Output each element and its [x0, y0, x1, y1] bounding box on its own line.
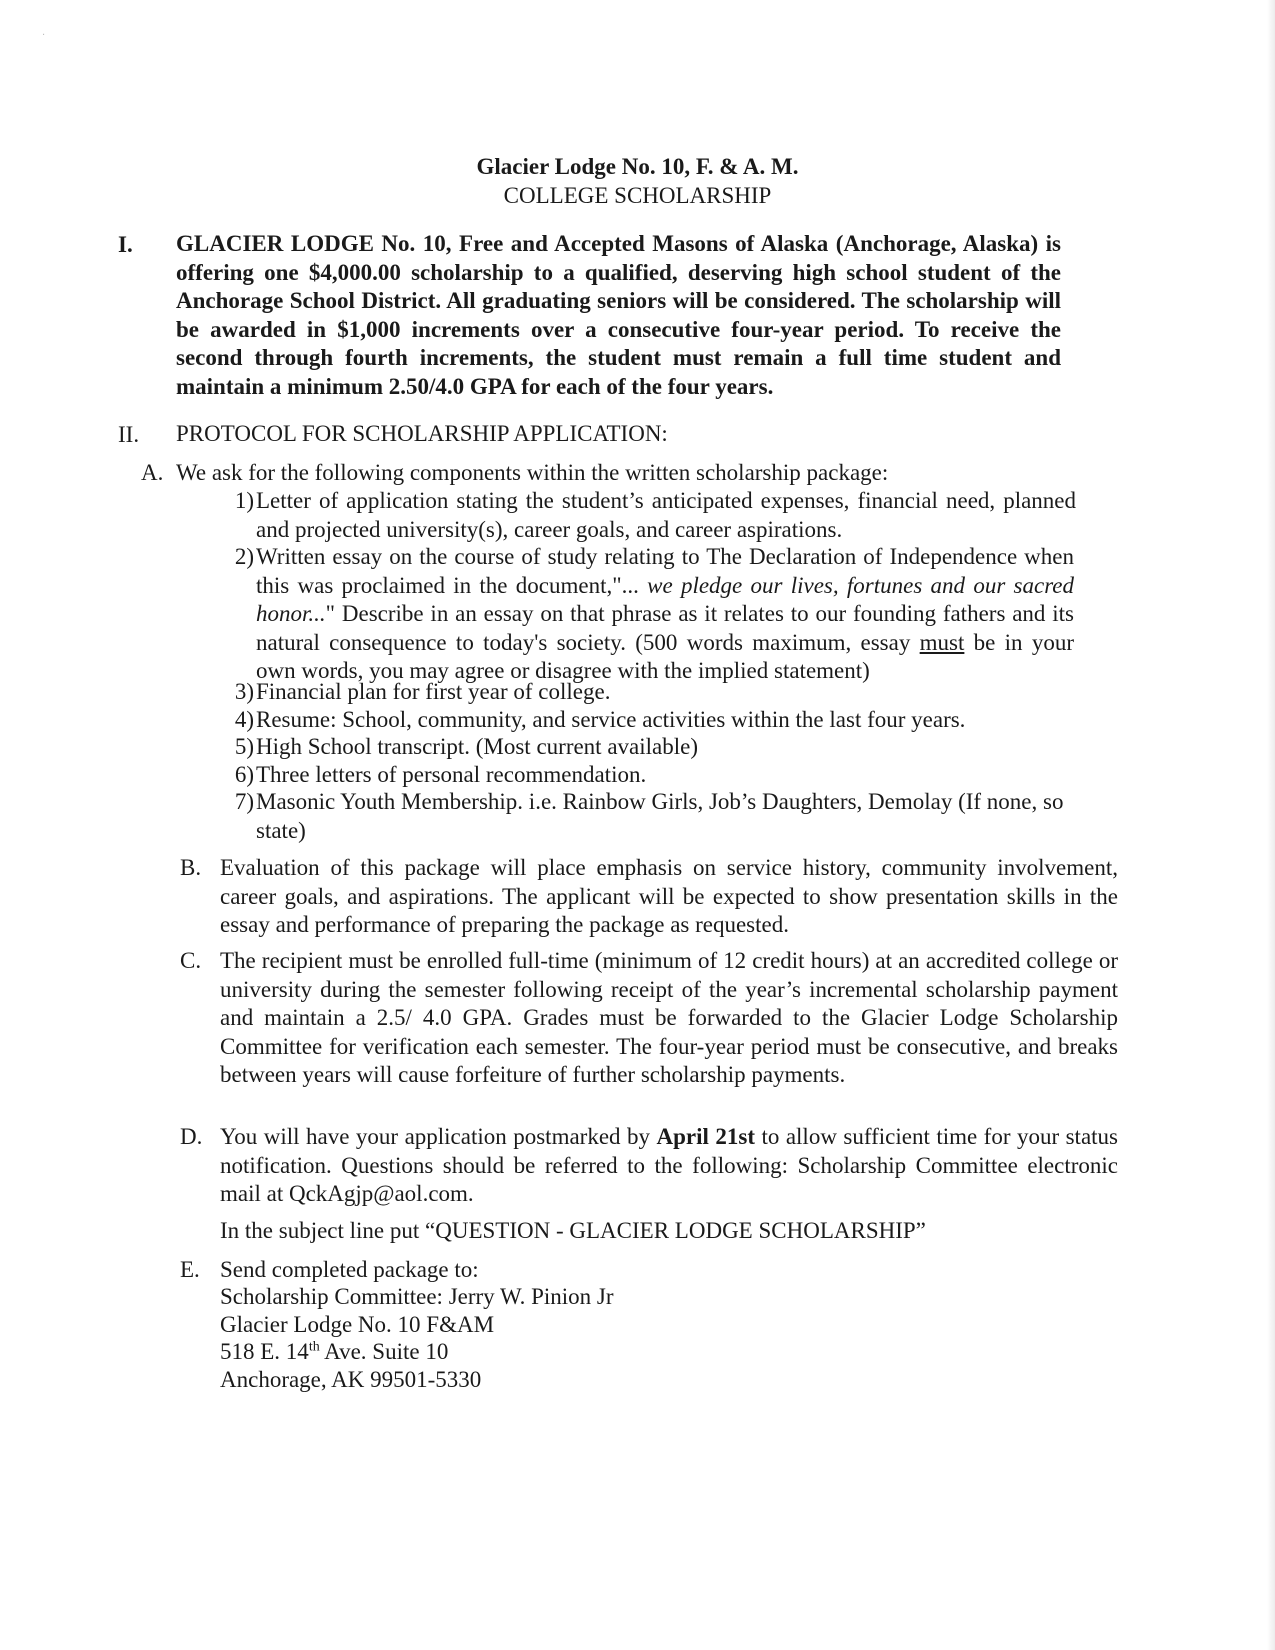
street-number: 518 E. 14	[220, 1339, 309, 1364]
list-item-text: Financial plan for first year of college.	[256, 679, 611, 704]
address-city: Anchorage, AK 99501-5330	[220, 1367, 482, 1392]
item-d-text-part: You will have your application postmarked by	[220, 1124, 657, 1149]
list-item-text: High School transcript. (Most current available)	[256, 734, 698, 759]
document-title: Glacier Lodge No. 10, F. & A. M.	[476, 154, 799, 179]
essay-quote: we pledge our lives, fortunes and our sacred honor...	[256, 572, 1074, 627]
subject-line-instruction: In the subject line put “QUESTION - GLACIER LODGE SCHOLARSHIP”	[220, 1218, 926, 1243]
item-c-text: The recipient must be enrolled full-time (minimum of 12 credit hours) at an accredited college or university during the semester following receipt of the year’s incremental scholarship payment and maintain a 2.5/ 4.0 GPA. Grades must be forwarded to the Glacier Lodge Scholarship Committee for verification each semester. The four-year period must be consecutive, and breaks between years will cause forfeiture of further scholarship payments.	[220, 948, 1118, 1088]
section-1-number: I.	[118, 232, 133, 257]
list-item-number: 1)	[234, 488, 254, 513]
item-b-letter: B.	[180, 855, 202, 880]
list-item-text: Masonic Youth Membership. i.e. Rainbow Girls, Job’s Daughters, Demolay (If none, so state)	[256, 789, 1064, 843]
address-line: Glacier Lodge No. 10 F&AM	[220, 1312, 495, 1337]
street-suffix: th	[308, 1339, 320, 1355]
section-1-text: GLACIER LODGE No. 10, Free and Accepted Masons of Alaska (Anchorage, Alaska) is offering one $4,000.00 scholarship to a qualified, deserving high school student of the Anchorage School District. All graduating seniors will be considered. The scholarship will be awarded in $1,000 increments over a consecutive four-year period. To receive the second through fourth increments, the student must remain a full time student and maintain a minimum 2.50/4.0 GPA for each of the four years.	[176, 231, 1061, 399]
item-e-letter: E.	[180, 1257, 200, 1282]
item-b-text: Evaluation of this package will place emphasis on service history, community involvement, career goals, and aspirations. The applicant will be expected to show presentation skills in the essay and performance of preparing the package as requested.	[220, 855, 1118, 938]
list-item-text: Resume: School, community, and service activities within the last four years.	[256, 707, 966, 732]
list-item-number: 6)	[234, 762, 254, 787]
list-item-number: 5)	[234, 734, 254, 759]
list-item-number: 2)	[234, 544, 254, 569]
scan-speck: ·	[42, 30, 46, 41]
document-subtitle: COLLEGE SCHOLARSHIP	[503, 183, 772, 208]
essay-text-part: " Describe in an essay on that phrase as it relates to our founding fathers and its natural consequence to today's society. (500 words maximum, essay	[256, 601, 1074, 655]
application-deadline: April 21st	[656, 1124, 755, 1149]
essay-emphasis: must	[919, 629, 965, 655]
item-d-text	[220, 1123, 1118, 1209]
document-header	[0, 152, 1275, 210]
essay-text-part: Written essay on the course of study relating to The Declaration of Independence when this was proclaimed in the document,"...	[256, 544, 1074, 598]
list-item-text: Three letters of personal recommendation.	[256, 762, 647, 787]
section-2-heading: PROTOCOL FOR SCHOLARSHIP APPLICATION:	[176, 421, 668, 446]
address-line: Scholarship Committee: Jerry W. Pinion Jr	[220, 1284, 614, 1309]
list-item-number: 7)	[234, 789, 254, 814]
page-edge	[1267, 0, 1275, 1650]
essay-text-part: be in your own words, you may agree or disagree with the implied statement)	[256, 629, 1074, 684]
item-d-letter: D.	[180, 1124, 203, 1149]
item-a-intro: We ask for the following components within the written scholarship package:	[176, 460, 889, 485]
address-line: Send completed package to:	[220, 1257, 479, 1282]
street-rest: Ave. Suite 10	[319, 1339, 449, 1364]
list-item-number: 3)	[234, 679, 254, 704]
list-item-text-essay	[256, 543, 1074, 686]
list-item-number: 4)	[234, 707, 254, 732]
address-street	[220, 1338, 448, 1367]
item-c-letter: C.	[180, 948, 202, 973]
item-a-letter: A.	[141, 460, 164, 485]
section-2-number: II.	[118, 422, 140, 447]
item-d-text-part: to allow sufficient time for your status notification. Questions should be referred to the following: Scholarship Committee electronic mail at QckAgjp@aol.com.	[220, 1124, 1118, 1207]
list-item-text: Letter of application stating the student’s anticipated expenses, financial need, planned and projected university(s), career goals, and career aspirations.	[256, 488, 1076, 542]
